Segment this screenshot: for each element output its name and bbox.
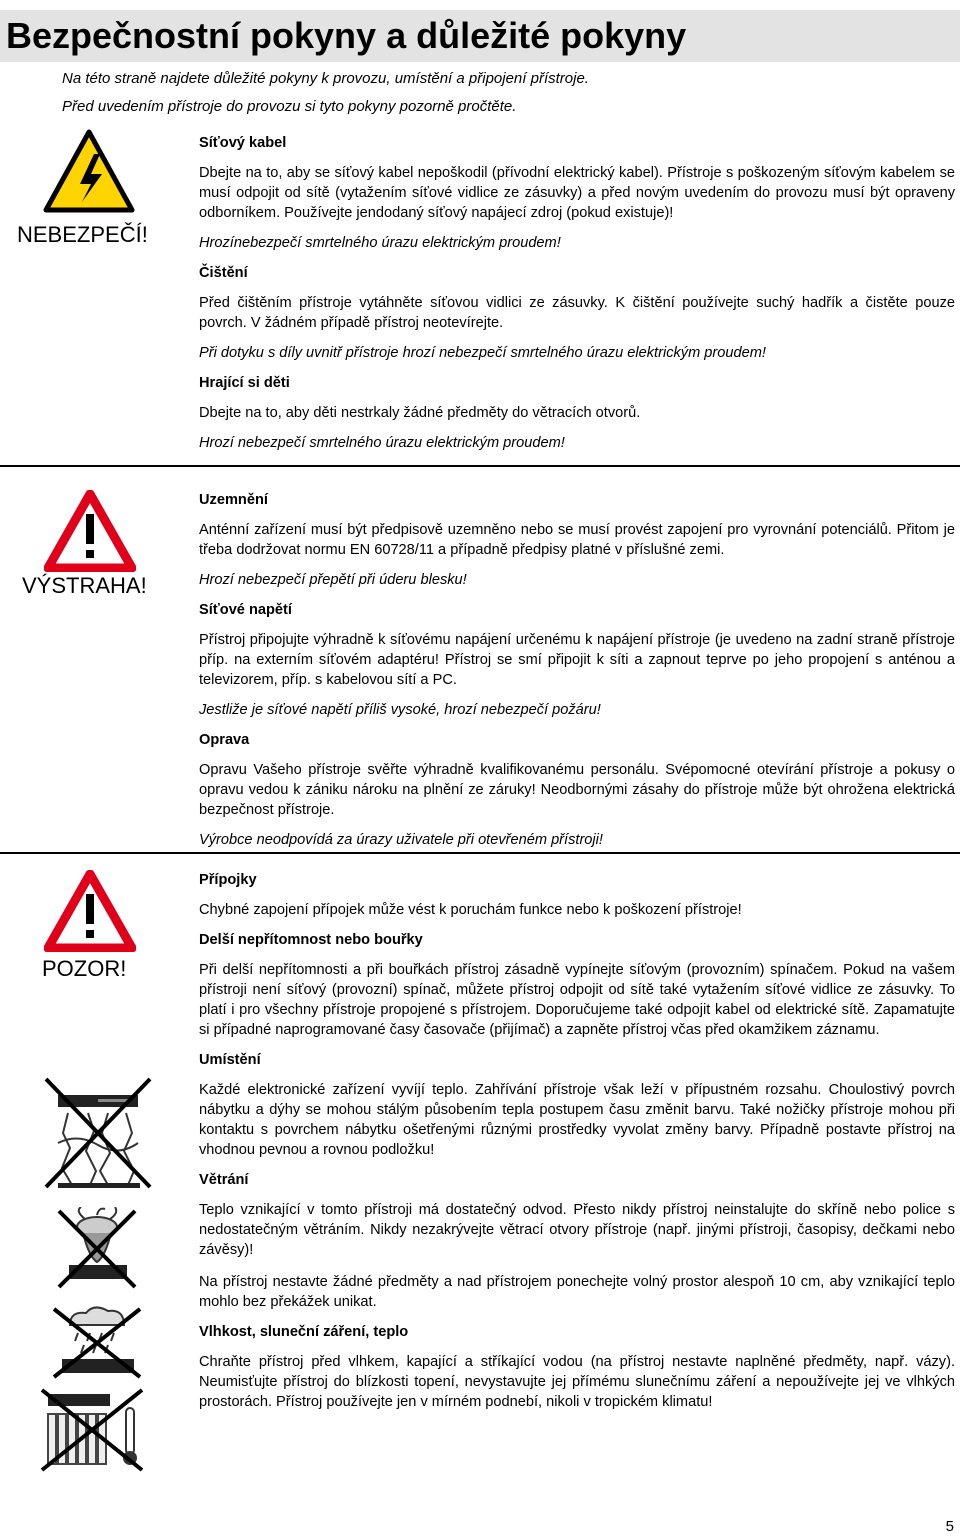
danger-section (199, 133, 955, 453)
page-number: 5 (945, 1518, 954, 1535)
page-title: Bezpečnostní pokyny a důležité pokyny (6, 15, 687, 56)
high-voltage-warning-icon (42, 128, 136, 214)
danger-label: NEBEZPEČÍ! (17, 222, 148, 247)
power-cable-text: Dbejte na to, aby se síťový kabel nepoškodil (přívodní elektrický kabel). Přístroje s poškozeným síťovým kabelem se musí odpojit od sítě (vytažením síťové vidlice ze zásuvky) a před novým uvedením do provozu musí být opraveny odborníkem. Používejte jendodaný síťový napájecí zdroj (pokud existuje)! (199, 165, 955, 221)
title-bar (0, 10, 960, 62)
power-cable-warning: Hrozínebezpečí smrtelného úrazu elektrickým proudem! (199, 235, 561, 251)
voltage-warning: Jestliže je síťové napětí příliš vysoké, hrozí nebezpečí požáru! (199, 702, 601, 718)
placement-text: Každé elektronické zařízení vyvíjí teplo. Zahřívání přístroje však leží v přípustném rozsahu. Choulostivý povrch nábytku a dýhy se mohou stálým působením tepla postupem času změnit barvu. Také nožičky přístroje mohou při kontaktu s povrchem nábytku ošetřenými různými prostředky vyvolat změny barvy. Případně postavte přístroj na vhodnou pevnou a rovnou podložku! (199, 1082, 955, 1158)
no-heavy-objects-icon (38, 1073, 158, 1193)
absence-heading: Delší nepřítomnost nebo bouřky (199, 932, 423, 948)
cleaning-heading: Čištění (199, 265, 248, 281)
repair-warning: Výrobce neodpovídá za úrazy uživatele při otevřeném přístroji! (199, 832, 603, 848)
absence-text: Při delší nepřítomnosti a při bouřkách přístroj zásadně vypínejte síťovým (provozním) spínačem. Pokud na vašem přístroji není síťový (provozní) spínač, můžete přístroj odpojit od sítě také vytažením síťové vidlice ze zásuvky. To platí i pro všechny přístroje propojené s přístrojem. Doporučujeme také odpojit kabel od elektrické sítě. Zapamatujte si případné naprogramované časy časovače (přijímač) a zapněte přístroj včas před okamžikem záznamu. (199, 962, 955, 1038)
cleaning-warning: Při dotyku s díly uvnitř přístroje hrozí nebezpečí smrtelného úrazu elektrickým proudem! (199, 345, 766, 361)
section-divider-1 (0, 465, 960, 467)
no-heat-source-icon (38, 1388, 150, 1473)
voltage-text: Přístroj připojujte výhradně k síťovému napájení určenému k napájení přístroje (je uvedeno na zadní straně přístroje příp. na externím síťovém adaptéru! Přístroj se smí připojit k síti a zapnout teprve po jeho propojení s anténou a televizorem, příp. s kabelovou sítí a PC. (199, 632, 955, 688)
cleaning-text: Před čištěním přístroje vytáhněte síťovou vidlici ze zásuvky. K čištění používejte suchý hadřík a čistěte pouze povrch. V žádném případě přístroj neotevírejte. (199, 295, 955, 331)
repair-heading: Oprava (199, 732, 250, 748)
grounding-heading: Uzemnění (199, 492, 268, 508)
warning-label: VÝSTRAHA! (22, 573, 147, 598)
ventilation-text-2: Na přístroj nestavte žádné předměty a nad přístrojem ponechejte volný prostor alespoň 10 cm, aby vznikající teplo mohlo bez překážek unikat. (199, 1274, 955, 1310)
voltage-heading: Síťové napětí (199, 602, 292, 618)
children-text: Dbejte na to, aby děti nestrkaly žádné předměty do větracích otvorů. (199, 405, 641, 421)
grounding-warning: Hrozí nebezpečí přepětí při úderu blesku! (199, 572, 467, 588)
ventilation-text: Teplo vznikající v tomto přístroji má dostatečný odvod. Přesto nikdy přístroj neinstalujte do skříně nebo police s nedostatečným větráním. Nikdy nezakrývejte větrací otvory přístroje (např. jinými přístroji, časopisy, dečkami nebo závěsy)! (199, 1202, 955, 1258)
grounding-text: Anténní zařízení musí být předpisově uzemněno nebo se musí provést zapojení pro vyrovnání potenciálů. Přitom je třeba dodržovat normu EN 60728/11 a případně předpisy platné v příslušné zemi. (199, 522, 955, 558)
no-vase-icon (55, 1207, 140, 1292)
repair-text: Opravu Vašeho přístroje svěřte výhradně kvalifikovanému personálu. Svépomocné otevírání přístroje a pokusy o opravu vedou k zániku nároku na plnění ze záruky! Neodbornými zásahy do přístroje může být ohrožena elektrická bezpečnost přístroje. (199, 762, 955, 818)
children-warning: Hrozí nebezpečí smrtelného úrazu elektrickým proudem! (199, 435, 565, 451)
humidity-heading: Vlhkost, sluneční záření, teplo (199, 1324, 409, 1340)
children-heading: Hrající si děti (199, 375, 290, 391)
caution-section (199, 870, 955, 1412)
caution-label: POZOR! (42, 956, 127, 981)
exclamation-warning-icon (44, 490, 136, 572)
connections-text: Chybné zapojení přípojek může vést k poruchám funkce nebo k poškození přístroje! (199, 902, 742, 918)
section-divider-2 (0, 852, 960, 854)
warning-section (199, 490, 955, 850)
power-cable-heading: Síťový kabel (199, 135, 287, 151)
no-moisture-icon (50, 1305, 145, 1380)
caution-warning-icon (44, 870, 136, 952)
placement-heading: Umístění (199, 1052, 261, 1068)
connections-heading: Přípojky (199, 872, 257, 888)
intro-line-1: Na této straně najdete důležité pokyny k provozu, umístění a připojení přístroje. (62, 70, 589, 87)
intro-line-2: Před uvedením přístroje do provozu si tyto pokyny pozorně pročtěte. (62, 98, 517, 115)
humidity-text: Chraňte přístroj před vlhkem, kapající a stříkající vodou (na přístroj nestavte naplněné předměty, např. vázy). Neumisťujte přístroj do blízkosti topení, nevystavujte jej přímému slunečnímu záření a nepoužívejte jej ve vlhkých prostorách. Přístroj používejte jen v mírném podnebí, nikoli v tropickém klimatu! (199, 1354, 955, 1410)
ventilation-heading: Větrání (199, 1172, 249, 1188)
